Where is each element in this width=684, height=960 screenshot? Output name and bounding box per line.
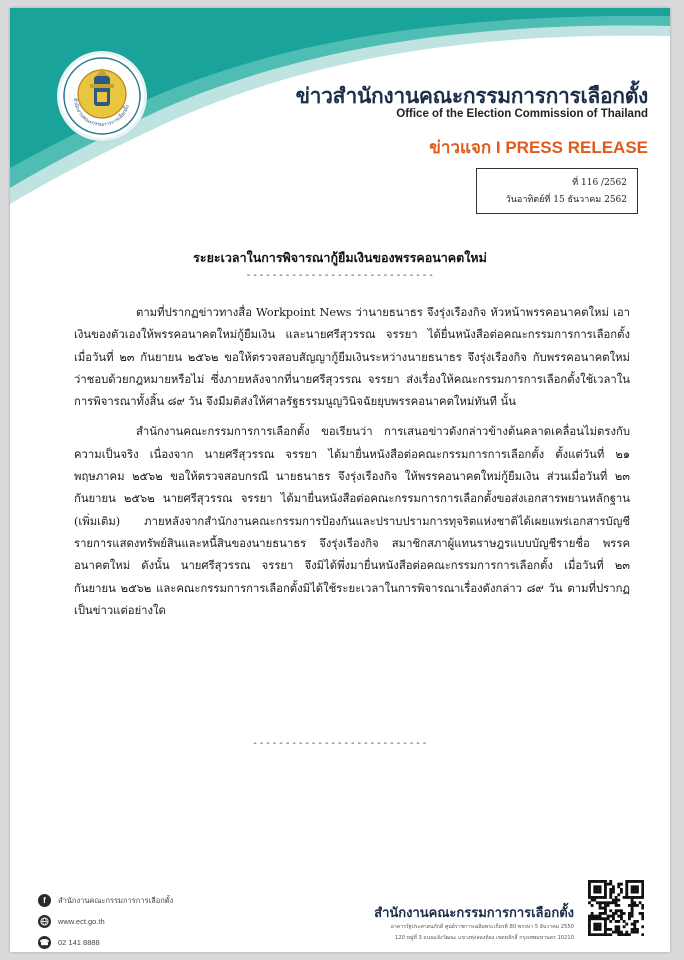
document-info-box — [476, 168, 638, 214]
release-body — [74, 302, 630, 630]
contact-list — [38, 890, 173, 952]
footer-org-name: สำนักงานคณะกรรมการการเลือกตั้ง — [374, 906, 574, 921]
header-org-english: Office of the Election Commission of Thailand — [396, 108, 648, 120]
closing-rule: --------------------------- — [251, 738, 429, 749]
facebook-icon: f — [38, 894, 51, 907]
ect-seal-logo — [60, 54, 144, 138]
title-underline: ----------------------------- — [245, 270, 435, 281]
contact-facebook[interactable] — [38, 890, 173, 911]
phone-text: 02 141 8888 — [58, 938, 100, 947]
footer-address-line-2: 120 หมู่ที่ 3 ถนนแจ้งวัฒนะ แขวงทุ่งสองห้อง เขตหลักสี่ กรุงเทพมหานคร 10210 — [395, 935, 574, 941]
svg-text:สำนักงานคณะกรรมการการเลือกตั้ง: สำนักงานคณะกรรมการการเลือกตั้ง — [71, 97, 131, 129]
press-release-sheet — [10, 8, 670, 952]
press-release-label: ข่าวแจก I PRESS RELEASE — [429, 138, 648, 157]
phone-icon: ☎ — [39, 938, 50, 947]
footer-address-line-1: อาคารรัฐประศาสนภักดี ศูนย์ราชการเฉลิมพระเกียรติ 80 พรรษา 5 ธันวาคม 2550 — [390, 924, 574, 930]
qr-code[interactable] — [588, 880, 644, 936]
globe-icon — [38, 915, 51, 928]
document-number: ที่ 116 /2562 — [572, 178, 627, 188]
facebook-text: สำนักงานคณะกรรมการการเลือกตั้ง — [58, 895, 174, 905]
contact-website[interactable] — [38, 911, 173, 932]
body-paragraph-2: สำนักงานคณะกรรมการการเลือกตั้ง ขอเรียนว่า การเสนอข่าวดังกล่าวข้างต้นคลาดเคลื่อนไม่ตรงกับความเป็นจริง เนื่องจาก นายศรีสุวรรณ จรรยา ได้มายื่นหนังสือต่อคณะกรรมการการเลือกตั้ง ตั้งแต่วันที่ ๒๑ พฤษภาคม ๒๕๖๒ ขอให้ตรวจสอบกรณี นายธนาธร จึงรุ่งเรืองกิจ ให้พรรคอนาคตใหม่กู้ยืมเงิน ส่วนเมื่อวันที่ ๒๓ กันยายน ๒๕๖๒ นายศรีสุวรรณ จรรยา ได้มายื่นหนังสือต่อคณะกรรมการการเลือกตั้งขอส่งเอกสารพยานหลักฐาน (เพิ่มเติม) ภายหลังจากสำนักงานคณะกรรมการป้องกันและปราบปรามการทุจริตแห่งชาติได้เผยแพร่เอกสารบัญชีรายการแสดงทรัพย์สินและหนี้สินของนายธนาธร จึงรุ่งเรืองกิจ สมาชิกสภาผู้แทนราษฎรแบบบัญชีรายชื่อ พรรคอนาคตใหม่ ดังนั้น นายศรีสุวรรณ จรรยา จึงมิได้พึ่งมายื่นหนังสือต่อคณะกรรมการการเลือกตั้ง เมื่อวันที่ ๒๓ กันยายน ๒๕๖๒ และคณะกรรมการการเลือกตั้งมิได้ใช้ระยะเวลาในการพิจารณาเรื่องดังกล่าว ๘๙ วัน ตามที่ปรากฏเป็นข่าวแต่อย่างใด — [74, 425, 630, 617]
contact-phone[interactable] — [38, 932, 173, 952]
document-date: วันอาทิตย์ที่ 15 ธันวาคม 2562 — [505, 195, 627, 205]
release-title: ระยะเวลาในการพิจารณากู้ยืมเงินของพรรคอนาคตใหม่ — [193, 250, 487, 265]
header-org-thai: ข่าวสำนักงานคณะกรรมการการเลือกตั้ง — [295, 84, 648, 108]
body-paragraph-1: ตามที่ปรากฏข่าวทางสื่อ Workpoint News ว่านายธนาธร จึงรุ่งเรืองกิจ หัวหน้าพรรคอนาคตใหม่ เอาเงินของตัวเองให้พรรคอนาคตใหม่กู้ยืมเงิน และนายศรีสุวรรณ จรรยา ได้ยื่นหนังสือต่อคณะกรรมการการเลือกตั้ง เมื่อวันที่ ๒๓ กันยายน ๒๕๖๒ ขอให้ตรวจสอบสัญญากู้ยืมเงินระหว่างนายธนาธร จึงรุ่งเรืองกิจ กับพรรคอนาคตใหม่ ว่าชอบด้วยกฎหมายหรือไม่ ซึ่งภายหลังจากที่นายศรีสุวรรณ จรรยา ส่งเรื่องให้คณะกรรมการการเลือกตั้งใช้เวลาในการพิจารณาทั้งสิ้น ๘๙ วัน จึงมีมติส่งให้ศาลรัฐธรรมนูญวินิจฉัยยุบพรรคอนาคตใหม่ทันที นั้น — [74, 306, 630, 409]
website-text: www.ect.go.th — [58, 917, 105, 926]
